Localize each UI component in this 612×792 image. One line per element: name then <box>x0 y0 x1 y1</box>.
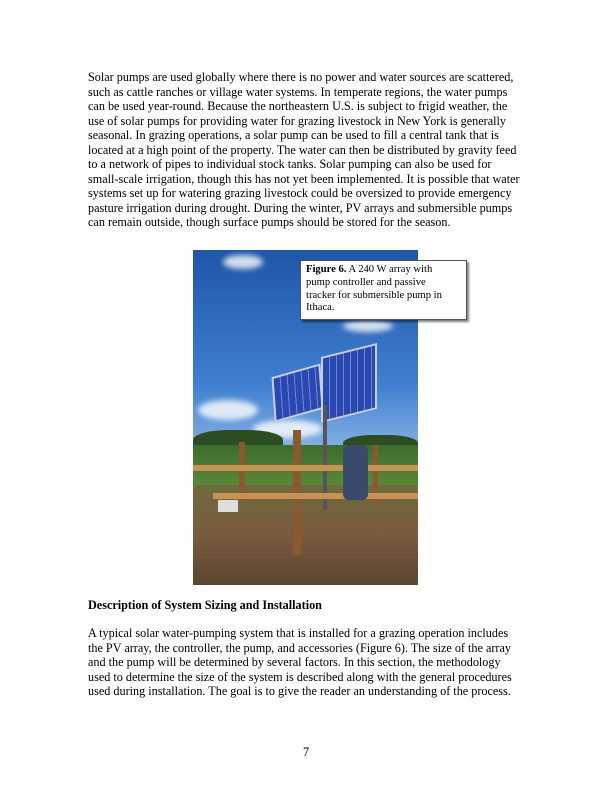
intro-paragraph <box>88 70 520 230</box>
text-line: used to determine the size of the system is described along with the general procedures <box>88 669 512 684</box>
sizing-paragraph <box>88 626 512 699</box>
figure-label: Figure 6. <box>306 264 347 275</box>
text-line: Solar pumps are used globally where there is no power and water sources are scattered, <box>88 70 514 84</box>
text-line: seasonal. In grazing operations, a solar pump can be used to fill a central tank that is <box>88 128 499 143</box>
text-line: to a network of pipes to individual stock tanks. Solar pumping can also be used for <box>88 157 492 172</box>
text-line: small-scale irrigation, though this has not yet been implemented. It is possible that water <box>88 171 520 186</box>
text-line: systems set up for watering grazing livestock could be oversized to provide emergency <box>88 186 512 201</box>
text-line: can remain outside, though surface pumps should be stored for the season. <box>88 215 451 230</box>
text-line: use of solar pumps for providing water for grazing livestock in New York is generally <box>88 113 507 128</box>
figure-caption <box>300 260 467 320</box>
caption-line: pump controller and passive <box>306 276 426 288</box>
page-number: 7 <box>302 745 310 759</box>
text-line: the PV array, the controller, the pump, and accessories (Figure 6). The size of the array <box>88 640 511 655</box>
text-line: such as cattle ranches or village water systems. In temperate regions, the water pumps <box>88 84 508 99</box>
text-line: can be used year-round. Because the northeastern U.S. is subject to frigid weather, the <box>88 99 508 114</box>
caption-line: Ithaca. <box>306 302 335 314</box>
text-line: pasture irrigation during drought. During the winter, PV arrays and submersible pumps <box>88 200 513 215</box>
text-line: used during installation. The goal is to give the reader an understanding of the process. <box>88 684 511 699</box>
text-line: located at a high point of the property. The water can then be distributed by gravity feed <box>88 142 517 157</box>
text-line: and the pump will be determined by several factors. In this section, the methodology <box>88 655 501 670</box>
text-line: A typical solar water-pumping system that is installed for a grazing operation includes <box>88 626 509 640</box>
caption-line: A 240 W array with <box>346 264 433 275</box>
section-heading: Description of System Sizing and Installation <box>88 598 322 612</box>
caption-line: tracker for submersible pump in <box>306 289 442 301</box>
